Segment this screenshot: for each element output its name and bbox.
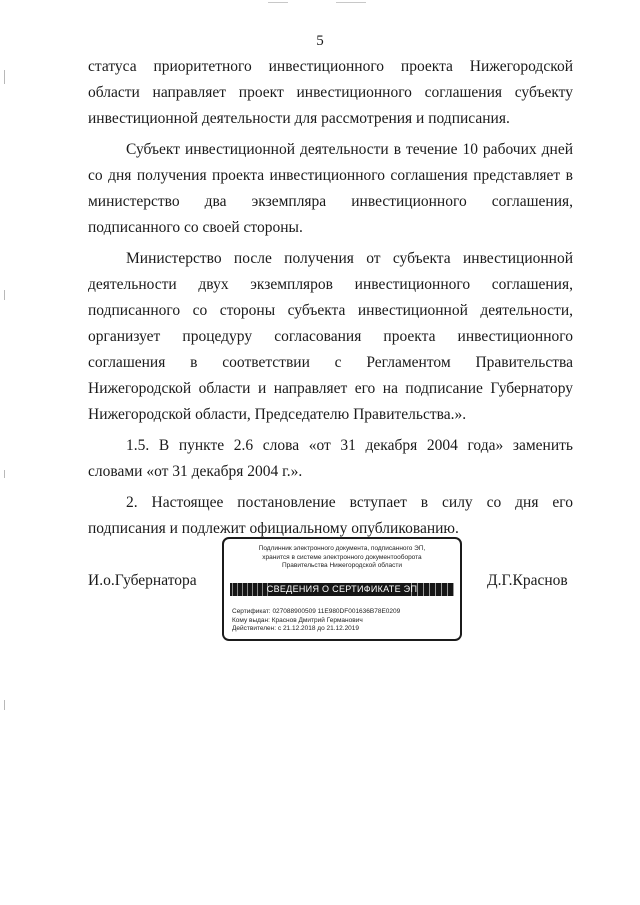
scan-artifact: [4, 290, 5, 300]
scan-artifact: [268, 2, 288, 3]
banner-noise-left: [230, 583, 272, 596]
validity-row: [232, 625, 454, 634]
paragraph-clause-2: 2. Настоящее постановление вступает в силу со дня его подписания и подлежит официальному опубликованию.: [88, 494, 573, 537]
stamp-banner-text: СВЕДЕНИЯ О СЕРТИФИКАТЕ ЭП: [266, 584, 418, 594]
stamp-details: [232, 608, 454, 634]
certificate-label: Сертификат:: [232, 608, 271, 615]
stamp-header-line: Подлинник электронного документа, подписанного ЭП,: [258, 545, 426, 552]
stamp-banner: [230, 583, 454, 596]
issued-to-label: Кому выдан:: [232, 616, 270, 624]
stamp-header: [230, 545, 454, 571]
signer-name: Д.Г.Краснов: [487, 572, 568, 589]
paragraph-continuation: статуса приоритетного инвестиционного проекта Нижегородской области направляет проект инвестиционного соглашения субъекту инвестиционной деятельности для рассмотрения и подписания.: [88, 58, 573, 127]
issued-to-value: Краснов Дмитрий Германович: [271, 616, 363, 624]
paragraph-investment-subject: Субъект инвестиционной деятельности в течение 10 рабочих дней со дня получения проекта инвестиционного соглашения представляет в министерство два экземпляра инвестиционного соглашения, подписанного со своей стороны.: [88, 141, 573, 236]
scan-artifact: [4, 70, 5, 84]
certificate-row: [232, 608, 454, 617]
paragraph-ministry: Министерство после получения от субъекта инвестиционной деятельности двух экземпляров инвестиционного соглашения, подписанного со стороны субъекта инвестиционной деятельности, организует процедуру согласования проекта инвестиционного соглашения в соответствии с Регламентом Правительства Нижегородской области и направляет его на подписание Губернатору Нижегородской области, Председателю Правительства.».: [88, 250, 573, 423]
validity-value: с 21.12.2018 до 21.12.2019: [277, 625, 360, 632]
paragraph-clause-1-5: 1.5. В пункте 2.6 слова «от 31 декабря 2004 года» заменить словами «от 31 декабря 2004 г.».: [88, 437, 573, 480]
issued-to-row: [232, 617, 454, 626]
document-body: [88, 54, 573, 542]
scan-artifact: [4, 470, 5, 478]
certificate-value: 027088900509 11E980DF001636B78E0209: [272, 608, 401, 615]
scan-artifact: [336, 2, 366, 3]
page-number: 5: [316, 33, 324, 49]
stamp-header-line: Правительства Нижегородской области: [281, 562, 403, 569]
validity-label: Действителен:: [232, 625, 277, 632]
stamp-header-line: хранится в системе электронного документооборота: [262, 553, 422, 561]
scan-artifact: [4, 700, 5, 710]
signer-position: И.о.Губернатора: [88, 572, 197, 589]
electronic-signature-stamp: [222, 537, 462, 641]
